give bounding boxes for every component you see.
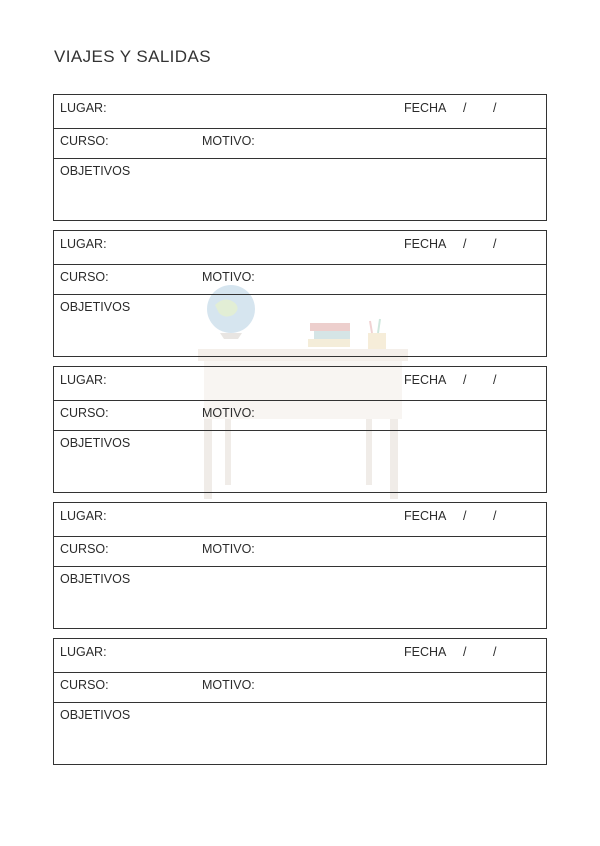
objetivos-row xyxy=(54,431,546,492)
date-separator: / xyxy=(463,101,467,115)
trip-card xyxy=(53,230,547,357)
date-separator: / xyxy=(493,509,497,523)
objetivos-row xyxy=(54,159,546,220)
objetivos-label: OBJETIVOS xyxy=(60,300,131,314)
trip-card xyxy=(53,638,547,765)
trip-list xyxy=(53,94,547,774)
lugar-label: LUGAR: xyxy=(60,645,107,659)
fecha-label: FECHA xyxy=(404,101,447,115)
trip-card xyxy=(53,94,547,221)
date-separator: / xyxy=(463,645,467,659)
objetivos-label: OBJETIVOS xyxy=(60,164,131,178)
page-title: VIAJES Y SALIDAS xyxy=(54,47,211,66)
date-separator: / xyxy=(493,373,497,387)
trip-card xyxy=(53,502,547,629)
lugar-label: LUGAR: xyxy=(60,373,107,387)
date-separator: / xyxy=(463,509,467,523)
objetivos-label: OBJETIVOS xyxy=(60,436,131,450)
fecha-label: FECHA xyxy=(404,509,447,523)
date-separator: / xyxy=(493,101,497,115)
lugar-fecha-row xyxy=(54,503,546,537)
objetivos-label: OBJETIVOS xyxy=(60,572,131,586)
date-separator: / xyxy=(493,237,497,251)
lugar-fecha-row xyxy=(54,367,546,401)
fecha-label: FECHA xyxy=(404,373,447,387)
curso-label: CURSO: xyxy=(60,542,109,556)
fecha-label: FECHA xyxy=(404,645,447,659)
curso-motivo-row xyxy=(54,673,546,703)
motivo-label: MOTIVO: xyxy=(202,134,255,148)
objetivos-label: OBJETIVOS xyxy=(60,708,131,722)
objetivos-row xyxy=(54,567,546,628)
lugar-label: LUGAR: xyxy=(60,509,107,523)
curso-label: CURSO: xyxy=(60,134,109,148)
curso-label: CURSO: xyxy=(60,270,109,284)
lugar-label: LUGAR: xyxy=(60,237,107,251)
motivo-label: MOTIVO: xyxy=(202,542,255,556)
lugar-label: LUGAR: xyxy=(60,101,107,115)
objetivos-row xyxy=(54,703,546,764)
objetivos-row xyxy=(54,295,546,356)
motivo-label: MOTIVO: xyxy=(202,406,255,420)
curso-motivo-row xyxy=(54,265,546,295)
curso-motivo-row xyxy=(54,401,546,431)
curso-label: CURSO: xyxy=(60,406,109,420)
date-separator: / xyxy=(463,237,467,251)
curso-motivo-row xyxy=(54,129,546,159)
lugar-fecha-row xyxy=(54,95,546,129)
motivo-label: MOTIVO: xyxy=(202,678,255,692)
curso-motivo-row xyxy=(54,537,546,567)
motivo-label: MOTIVO: xyxy=(202,270,255,284)
date-separator: / xyxy=(493,645,497,659)
fecha-label: FECHA xyxy=(404,237,447,251)
curso-label: CURSO: xyxy=(60,678,109,692)
date-separator: / xyxy=(463,373,467,387)
trip-card xyxy=(53,366,547,493)
lugar-fecha-row xyxy=(54,639,546,673)
lugar-fecha-row xyxy=(54,231,546,265)
